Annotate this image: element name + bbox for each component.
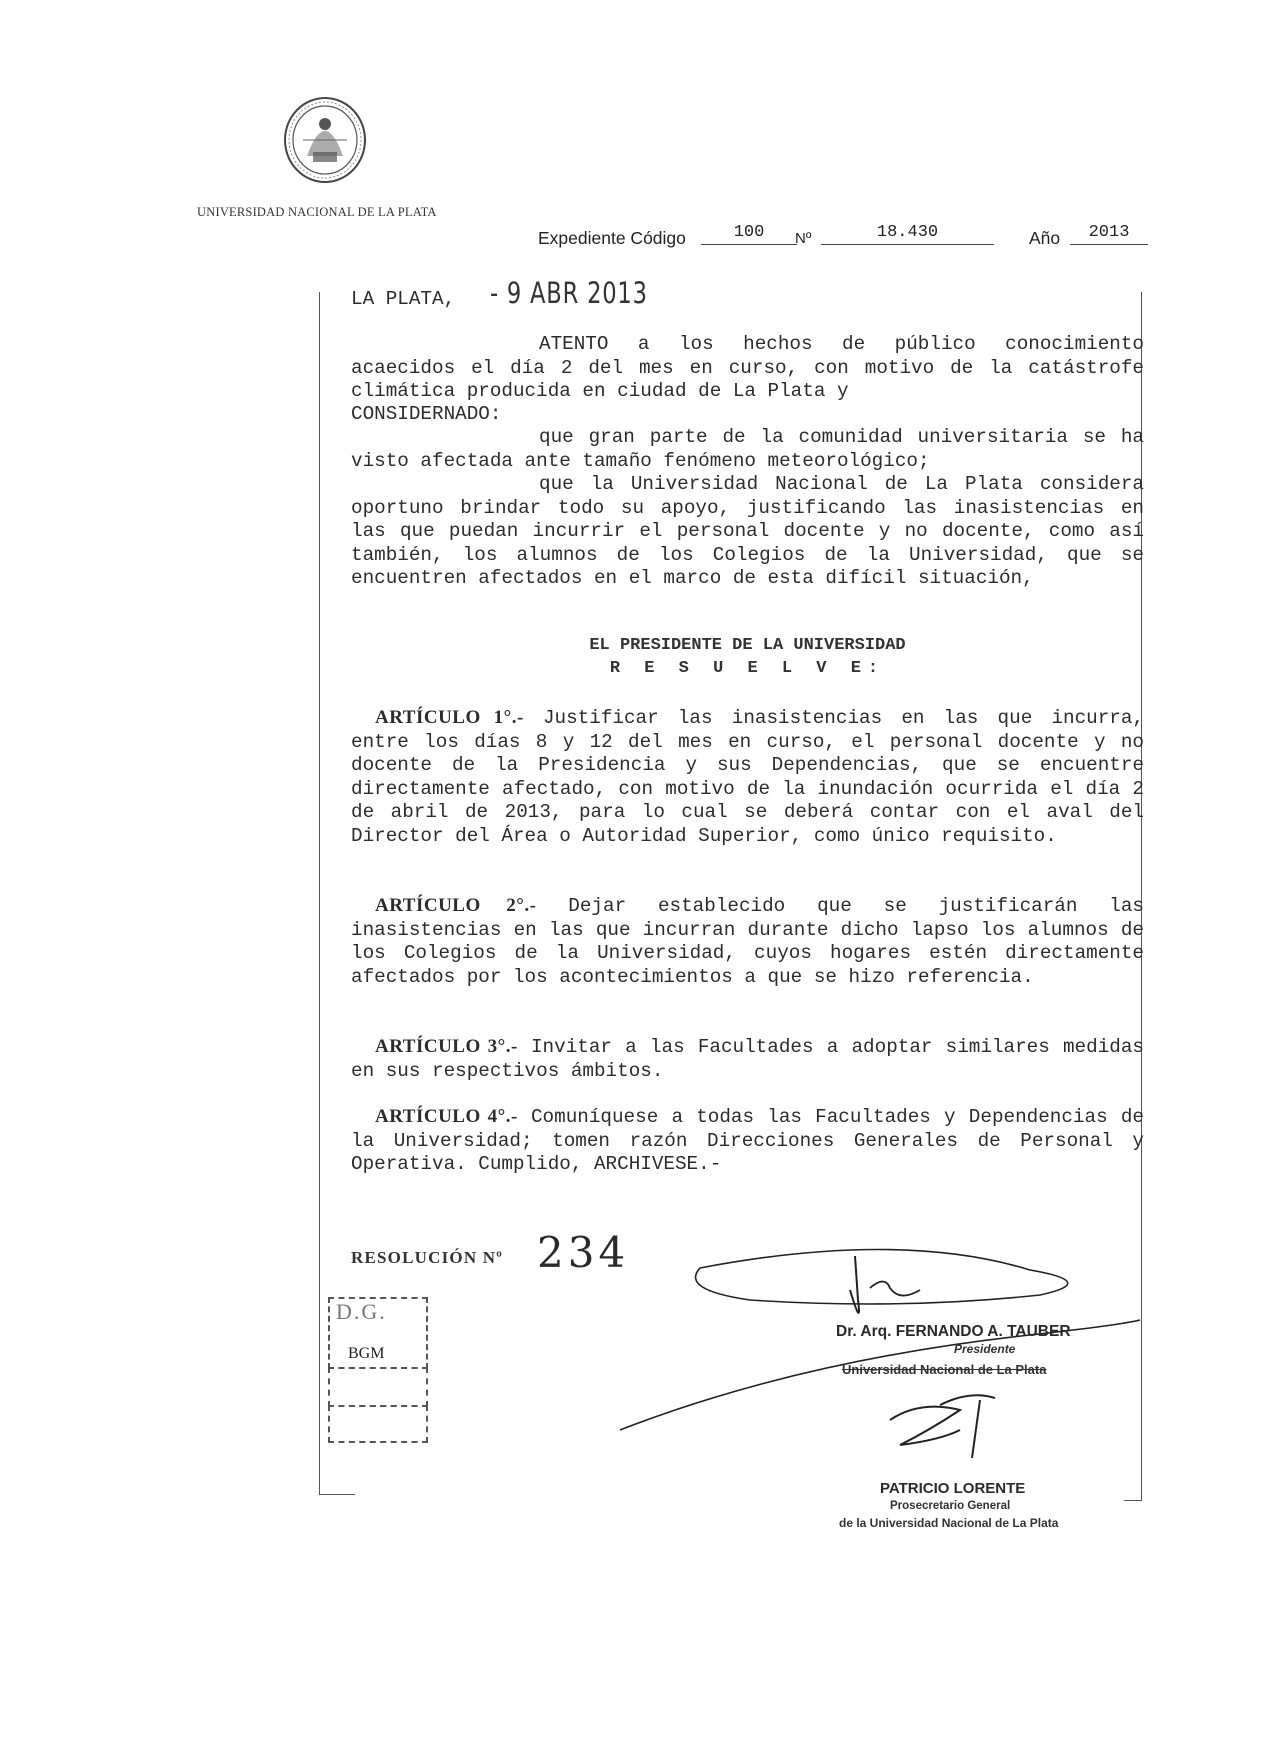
resuelve-heading: R E S U E L V E: [609,659,886,678]
expediente-numero: 18.430 [821,223,994,245]
preamble-whereas-2: que la Universidad Nacional de La Plata considera oportuno brindar todo su apoyo, justificando las inasistencias en las que puedan incurrir el personal docente y no docente, como así también, los alumnos de los Colegios de la Universidad, que se encuentren afectados en el marco de esta difícil situación, [351,473,1144,589]
preamble-whereas-1: que gran parte de la comunidad universitaria se ha visto afectada ante tamaño fenómeno meteorológico; [351,426,1144,472]
article-3-label: ARTÍCULO 3°.- [375,1036,518,1057]
article-4-text: Comuníquese a todas las Facultades y Dependencias de la Universidad; tomen razón Direcciones Generales de Personal y Operativa. Cumplido, ARCHIVESE.- [351,1106,1144,1175]
article-2 [351,894,1144,989]
resolution-label: RESOLUCIÓN Nº [351,1248,504,1267]
signatory-1-name: Dr. Arq. FERNANDO A. TAUBER [836,1323,1071,1340]
margin-corner-right [1124,1500,1142,1501]
article-1 [351,706,1144,848]
article-3-text: Invitar a las Facultades a adoptar similares medidas en sus respectivos ámbitos. [351,1036,1144,1082]
article-1-label: ARTÍCULO 1°.- [375,707,524,728]
article-1-text: Justificar las inasistencias en las que incurra, entre los días 8 y 12 del mes en curso, el personal docente y no docente de la Presidencia y sus Dependencias, que se encuentre directamente afectado, con motivo de la inundación ocurrida el día 2 de abril de 2013, para lo cual se deberá contar con el aval del Director del Área o Autoridad Superior, como único requisito. [351,707,1145,847]
preamble-considerando: CONSIDERNADO: [351,403,502,425]
preamble-atento: ATENTO a los hechos de público conocimiento acaecidos el día 2 del mes en curso, con motivo de la catástrofe climática producida en ciudad de La Plata y [351,333,1144,402]
article-4 [351,1105,1144,1177]
stamp-cell-middle [328,1367,428,1407]
stamp-dg-text: D.G. [336,1299,387,1324]
signatory-1-role: Presidente [954,1342,1016,1356]
president-heading: EL PRESIDENTE DE LA UNIVERSIDAD [589,636,906,655]
expediente-codigo: 100 [701,223,797,245]
place-label: LA PLATA, [351,288,456,310]
anio-label: Año [1029,228,1061,248]
signatory-2-institution: de la Universidad Nacional de La Plata [839,1516,1059,1530]
stamp-initials: BGM [348,1345,385,1362]
article-2-label: ARTÍCULO 2°.- [375,895,537,916]
signatory-2-name: PATRICIO LORENTE [880,1480,1026,1497]
signatory-1-institution: Universidad Nacional de La Plata [842,1362,1047,1377]
university-name: UNIVERSIDAD NACIONAL DE LA PLATA [197,205,437,219]
article-4-label: ARTÍCULO 4°.- [375,1106,518,1127]
date-stamp: - 9 ABR 2013 [490,276,648,310]
stamp-cell-bottom [328,1405,428,1443]
expediente-anio: 2013 [1070,223,1148,245]
university-seal-icon [283,96,367,184]
routing-stamp [328,1297,428,1443]
margin-line-left [319,292,320,1494]
handwritten-signatures [600,1240,1160,1470]
signatory-2-role: Prosecretario General [890,1500,1011,1512]
expediente-line [538,224,1148,252]
numero-label: Nº [795,230,812,247]
expediente-label: Expediente Código [538,228,686,248]
article-2-text: Dejar establecido que se justificarán las inasistencias en las que incurran durante dicho lapso los alumnos de los Colegios de la Universidad, cuyos hogares estén directamente afectados por los acontecimientos a que se hizo referencia. [351,895,1144,988]
margin-corner-left [319,1494,355,1495]
resolution-number: 234 [537,1228,630,1277]
article-3 [351,1035,1144,1083]
